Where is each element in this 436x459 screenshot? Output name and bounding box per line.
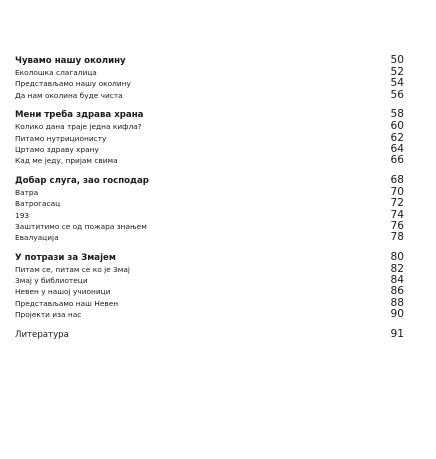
toc-entry[interactable]	[15, 309, 404, 320]
bibliography-title: Литература	[15, 329, 69, 340]
entry-title: Колико дана траје једна кифла?	[15, 122, 142, 132]
entry-page-number: 72	[390, 197, 404, 210]
toc-entry[interactable]	[15, 78, 404, 89]
bibliography-page-number: 91	[390, 327, 404, 340]
toc-entry[interactable]	[15, 286, 404, 297]
toc-section-fire	[15, 173, 404, 244]
entry-page-number: 62	[390, 131, 404, 144]
toc-entry[interactable]	[15, 232, 404, 243]
toc-entry[interactable]	[15, 264, 404, 275]
toc-entry[interactable]	[15, 121, 404, 132]
toc-section-healthy-food	[15, 107, 404, 167]
toc-entry[interactable]	[15, 155, 404, 166]
entry-page-number: 78	[390, 231, 404, 244]
toc-entry[interactable]	[15, 198, 404, 209]
toc-section-heading[interactable]	[15, 250, 404, 264]
toc-entry[interactable]	[15, 90, 404, 101]
toc-entry[interactable]	[15, 298, 404, 309]
entry-page-number: 56	[390, 88, 404, 101]
entry-title: Евалуација	[15, 233, 59, 243]
section-page-number: 50	[390, 54, 404, 66]
entry-title: Представљамо нашу околину	[15, 79, 131, 89]
entry-title: Представљамо наш Невен	[15, 298, 119, 308]
toc-bibliography[interactable]	[15, 327, 404, 341]
entry-page-number: 76	[390, 219, 404, 232]
entry-title: Да нам околина буде чиста	[15, 90, 123, 100]
entry-page-number: 66	[390, 154, 404, 167]
entry-title: Заштитимо се од пожара знањем	[15, 221, 147, 231]
entry-title: Пројекти иза нас	[15, 310, 82, 320]
section-page-number: 58	[390, 108, 404, 121]
entry-title: Питам се, питам се ко је Змај	[15, 264, 130, 274]
entry-page-number: 74	[390, 208, 404, 221]
toc-section-heading[interactable]	[15, 173, 404, 187]
entry-page-number: 84	[390, 274, 404, 287]
entry-title: Кад ме једу, пријам свима	[15, 156, 118, 166]
toc-entry[interactable]	[15, 67, 404, 78]
entry-title: 193	[15, 210, 30, 220]
section-page-number: 80	[390, 250, 404, 263]
entry-title: Невен у нашој учионици	[15, 287, 111, 297]
table-of-contents	[15, 53, 404, 341]
section-title: Мени треба здрава храна	[15, 110, 144, 121]
entry-page-number: 70	[390, 185, 404, 198]
entry-title: Цртамо здраву храну	[15, 144, 99, 154]
toc-entry[interactable]	[15, 133, 404, 144]
entry-title: Змај у библиотеци	[15, 276, 88, 286]
toc-entry[interactable]	[15, 275, 404, 286]
entry-page-number: 60	[390, 120, 404, 133]
entry-page-number: 54	[390, 77, 404, 90]
toc-entry[interactable]	[15, 221, 404, 232]
entry-title: Ватрогасац	[15, 199, 61, 209]
entry-page-number: 88	[390, 296, 404, 309]
toc-entry[interactable]	[15, 144, 404, 155]
toc-section-heading[interactable]	[15, 107, 404, 121]
entry-page-number: 64	[390, 142, 404, 155]
section-title: Чувамо нашу околину	[15, 56, 126, 66]
entry-title: Еколошка слагалица	[15, 68, 97, 77]
toc-entry[interactable]	[15, 187, 404, 198]
toc-section-heading[interactable]	[15, 53, 404, 67]
entry-page-number: 86	[390, 285, 404, 298]
entry-title: Питамо нутриционисту	[15, 133, 107, 143]
entry-page-number: 52	[390, 66, 404, 78]
entry-page-number: 82	[390, 262, 404, 275]
toc-section-dragon	[15, 250, 404, 321]
entry-page-number: 90	[390, 308, 404, 321]
section-title: У потрази за Змајем	[15, 252, 116, 263]
section-page-number: 68	[390, 173, 404, 186]
toc-entry[interactable]	[15, 210, 404, 221]
toc-section-environment	[15, 53, 404, 101]
section-title: Добар слуга, зао господар	[15, 175, 149, 186]
entry-title: Ватра	[15, 187, 39, 197]
